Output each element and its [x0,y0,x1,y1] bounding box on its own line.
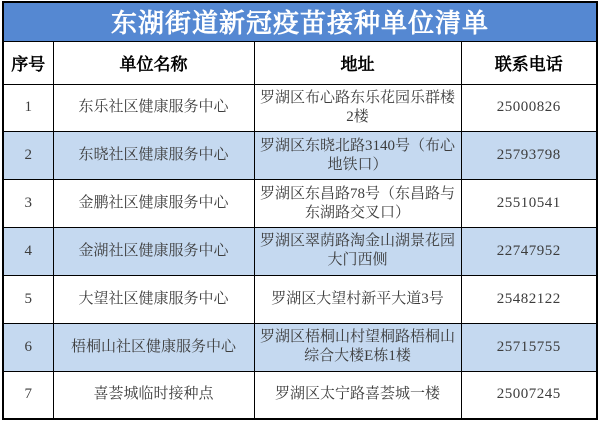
header-phone: 联系电话 [461,41,597,84]
unit-phone: 25793798 [461,132,597,180]
unit-address: 罗湖区梧桐山村望桐路梧桐山综合大楼E栋1楼 [254,323,461,371]
unit-address: 罗湖区太宁路喜荟城一楼 [254,371,461,419]
unit-phone: 25482122 [461,275,597,323]
header-unit-name: 单位名称 [53,41,254,84]
unit-address: 罗湖区翠荫路淘金山湖景花园大门西侧 [254,228,461,276]
table-row [3,323,597,371]
row-seq: 7 [3,371,53,419]
unit-phone: 25510541 [461,180,597,228]
table-row [3,275,597,323]
unit-phone: 25007245 [461,371,597,419]
vaccination-sites-table [2,1,598,420]
row-seq: 4 [3,228,53,276]
unit-name: 梧桐山社区健康服务中心 [53,323,254,371]
unit-address: 罗湖区大望村新平大道3号 [254,275,461,323]
unit-phone: 25715755 [461,323,597,371]
unit-address: 罗湖区东晓北路3140号（布心地铁口） [254,132,461,180]
unit-phone: 22747952 [461,228,597,276]
row-seq: 3 [3,180,53,228]
row-seq: 5 [3,275,53,323]
unit-name: 东乐社区健康服务中心 [53,84,254,132]
table-row [3,84,597,132]
unit-name: 金鹏社区健康服务中心 [53,180,254,228]
unit-name: 大望社区健康服务中心 [53,275,254,323]
header-row [3,41,597,84]
unit-address: 罗湖区布心路东乐花园乐群楼2楼 [254,84,461,132]
page-title: 东湖街道新冠疫苗接种单位清单 [3,2,597,41]
unit-name: 喜荟城临时接种点 [53,371,254,419]
unit-phone: 25000826 [461,84,597,132]
table-row [3,371,597,419]
unit-name: 东晓社区健康服务中心 [53,132,254,180]
title-row [3,2,597,41]
header-seq: 序号 [3,41,53,84]
row-seq: 1 [3,84,53,132]
header-address: 地址 [254,41,461,84]
unit-address: 罗湖区东昌路78号（东昌路与东湖路交叉口） [254,180,461,228]
row-seq: 6 [3,323,53,371]
table-row [3,228,597,276]
row-seq: 2 [3,132,53,180]
table-row [3,180,597,228]
table-row [3,132,597,180]
unit-name: 金湖社区健康服务中心 [53,228,254,276]
